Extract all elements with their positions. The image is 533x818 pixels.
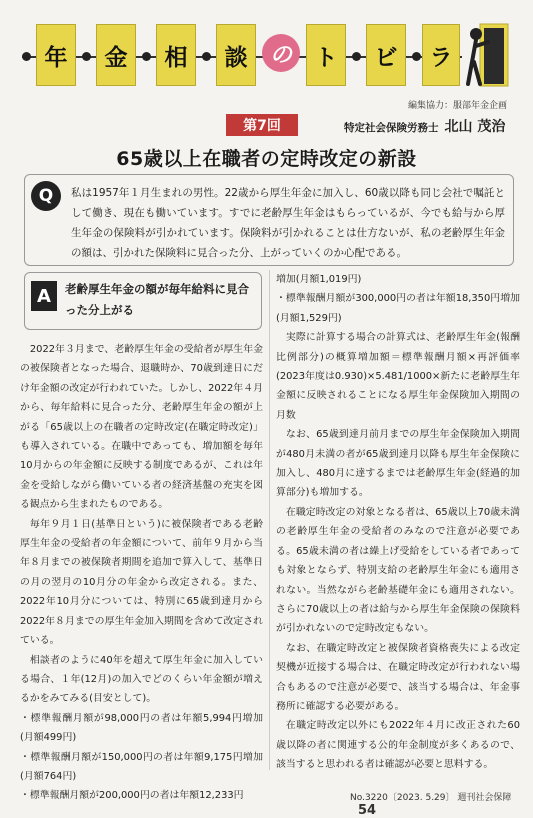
author-line: [344, 116, 505, 136]
bullet-item: ・標準報酬月額が300,000円の者は年額18,350円増加(月額1,529円): [276, 293, 520, 324]
answer-icon: A: [31, 281, 57, 311]
banner-char-4: 談: [216, 24, 256, 86]
bullet-item: ・標準報酬月額が98,000円の者は年額5,994円増加(月額499円): [20, 712, 263, 744]
body-paragraph: なお、在職定時改定と被保険者資格喪失による改定契機が近接する場合は、在職定時改定が行われない場合もあるので注意が必要で、該当する場合は、年金事務所に確認する必要がある。: [276, 642, 520, 712]
answer-heading: 老齢厚生年金の額が毎年給料に見合った分上がる: [65, 282, 249, 317]
banner-char-3: 相: [156, 24, 196, 86]
question-box: [24, 174, 514, 266]
page-footer: [350, 790, 533, 818]
issue-info: No.3220〔2023. 5.29〕 週刊社会保障: [350, 793, 512, 803]
left-column: [20, 340, 263, 806]
person-at-door-icon: [462, 20, 510, 90]
body-paragraph: なお、65歳到達月前月までの厚生年金保険加入期間が480月未満の者が65歳到達月以降も厚生年金保険に加入し、480月に達するまでは老齢厚生年金(経過的加算部分)も増加する。: [276, 429, 520, 499]
article-title: 65歳以上在職者の定時改定の新設: [116, 148, 417, 170]
body-paragraph: 在職定時改定以外にも2022年４月に改正された60歳以降の者に関連する公的年金制度が多くあるので、該当すると思われる者は確認が必要と思料する。: [276, 720, 520, 771]
bullet-item: ・標準報酬月額が200,000円の者は年額12,233円: [20, 790, 244, 802]
banner-dot: [82, 52, 91, 61]
question-icon: Q: [31, 181, 61, 211]
right-column: [276, 270, 520, 775]
banner-dot: [412, 52, 421, 61]
answer-box: [24, 272, 262, 330]
page-number: 54: [358, 803, 377, 818]
banner-dot: [22, 52, 31, 61]
body-paragraph: 毎年９月１日(基準日という)に被保険者である老齢厚生年金の受給者の年金額について、前年９月から当年８月までの被保険者期間を追加で算入して、基準日の月の翌月の10月分の年金から改定される。また、2022年10月分については、特別に65歳到達月から2022年８月までの厚生年金加入期間を含めて改定されている。: [20, 518, 263, 647]
banner-char-1: 年: [36, 24, 76, 86]
body-paragraph: 実際に計算する場合の計算式は、老齢厚生年金(報酬比例部分)の概算増加額＝標準報酬月額×再評価率(2023年度は0.930)×5.481/1000×新たに老齢厚生年金額に反映されることになる厚生年金保険加入期間の月数: [276, 332, 520, 421]
episode-badge: 第7回: [226, 114, 298, 136]
banner-connector: の: [262, 34, 300, 72]
banner-char-7: ラ: [422, 24, 460, 86]
title-banner: [22, 20, 510, 92]
bullet-item: ・標準報酬月額が150,000円の者は年額9,175円増加(月額764円): [20, 751, 263, 782]
author-role: 特定社会保険労務士: [344, 122, 439, 134]
banner-char-6: ビ: [366, 24, 406, 86]
question-text: 私は1957年１月生まれの男性。22歳から厚生年金に加入し、60歳以降も同じ会社で嘱託として働き、現在も働いています。すでに老齢厚生年金はもらっているが、今でも給与から厚生年金の保険料が引かれています。保険料が引かれることは仕方ないが、私の老齢厚生年金の額は、引かれた保険料に見合った分、上がっていくのか心配である。: [71, 187, 505, 259]
author-name: 北山 茂治: [444, 119, 506, 135]
banner-dot: [142, 52, 151, 61]
banner-char-5: ト: [306, 24, 346, 86]
editorial-credit: 編集協力：服部年金企画: [407, 101, 507, 111]
body-paragraph: 相談者のように40年を超えて厚生年金に加入している場合、１年(12月)の加入でどのくらい年金額が増えるかをみてみる(目安として)。: [20, 654, 263, 705]
column-divider: [269, 270, 270, 770]
banner-dot: [202, 52, 211, 61]
body-paragraph: 2022年３月まで、老齢厚生年金の受給者が厚生年金の被保険者となった場合、退職時か、70歳到達日にだけ年金額の改定が行われていた。しかし、2022年４月から、毎年給料に見合った分、老齢厚生年金の額が上がる「65歳以上の在職者の定時改定(在職定時改定)」も導入されている。在職中であっても、増加額を毎年10月からの年金額に反映する制度であるが、これは年金を受給しながら働いている者の経済基盤の充実を図る観点から生まれたものである。: [20, 344, 263, 511]
banner-char-2: 金: [96, 24, 136, 86]
body-paragraph: 在職定時改定の対象となる者は、65歳以上70歳未満の老齢厚生年金の受給者のみなので注意が必要である。65歳未満の者は繰上げ受給をしている者であっても対象とならず、特別支給の老齢厚生年金にも適用されない。当然ながら老齢基礎年金にも適用されない。さらに70歳以上の者は給与から厚生年金保険の保険料が引かれないので定時改定もない。: [276, 506, 520, 635]
banner-dot: [352, 52, 361, 61]
bullet-continuation: 増加(月額1,019円): [276, 274, 362, 285]
